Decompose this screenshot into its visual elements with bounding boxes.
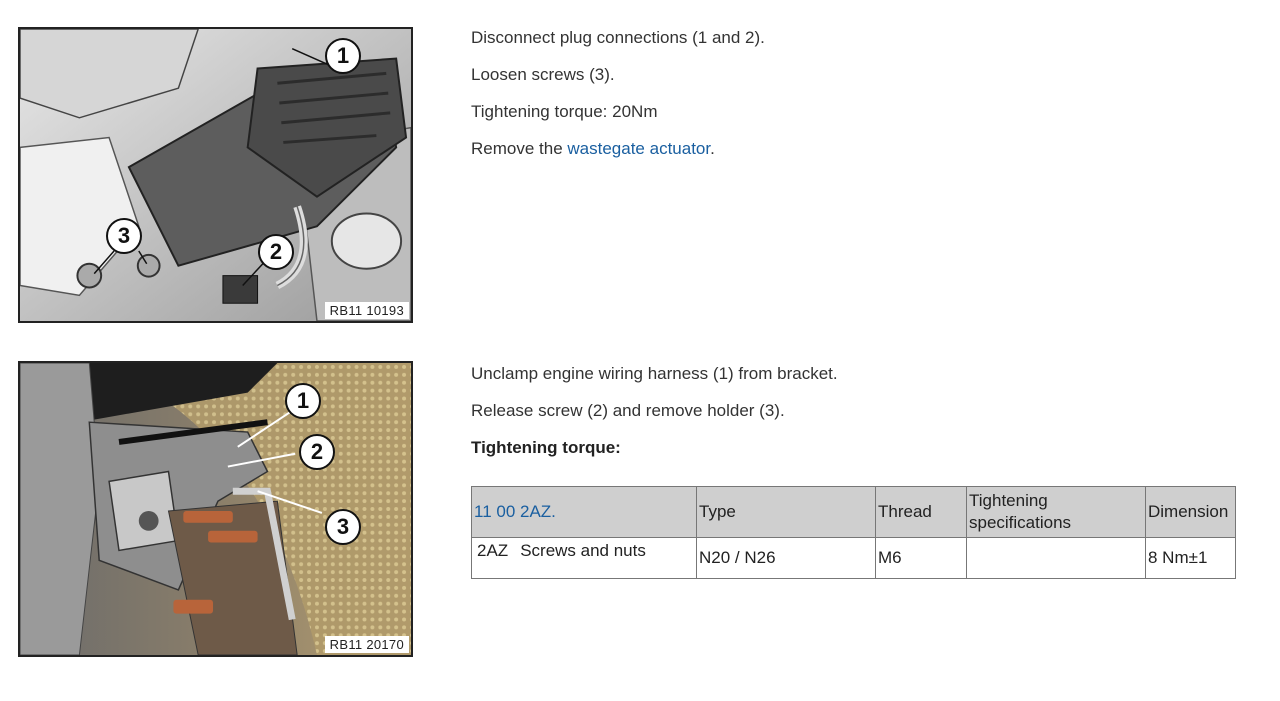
cell-desc: Screws and nuts	[520, 541, 646, 560]
cell-type: N20 / N26	[697, 538, 876, 579]
callout-3: 3	[106, 218, 142, 254]
instruction-suffix: .	[710, 139, 715, 158]
table-header-row	[472, 487, 1236, 538]
instruction-line	[471, 138, 1251, 160]
cell-code: 2AZ	[477, 541, 509, 560]
callout-1: 1	[325, 38, 361, 74]
header-dimension: Dimension	[1146, 487, 1236, 538]
cell-code-desc	[472, 538, 697, 579]
engine-photo-2	[20, 363, 411, 655]
cell-dimension: 8 Nm±1	[1146, 538, 1236, 579]
figure-wiring-harness	[18, 361, 413, 657]
step-2-instructions	[471, 363, 1251, 474]
table-row	[472, 538, 1236, 579]
header-thread: Thread	[876, 487, 967, 538]
step-1-instructions	[471, 27, 1251, 175]
cell-spec	[967, 538, 1146, 579]
callout-2: 2	[299, 434, 335, 470]
instruction-line-bold: Tightening torque:	[471, 438, 621, 457]
callout-1: 1	[285, 383, 321, 419]
engine-photo-1	[20, 29, 411, 321]
cell-thread: M6	[876, 538, 967, 579]
callout-3: 3	[325, 509, 361, 545]
figure-label: RB11 20170	[325, 636, 409, 653]
figure-label: RB11 10193	[325, 302, 409, 319]
header-tightening: Tightening specifications	[967, 487, 1146, 538]
instruction-line: Tightening torque: 20Nm	[471, 102, 658, 121]
instruction-line: Unclamp engine wiring harness (1) from bracket.	[471, 364, 838, 383]
instruction-line: Loosen screws (3).	[471, 65, 615, 84]
figure-wastegate-actuator	[18, 27, 413, 323]
wastegate-actuator-link[interactable]: wastegate actuator	[567, 139, 711, 158]
instruction-prefix: Remove the	[471, 139, 568, 158]
header-type: Type	[697, 487, 876, 538]
instruction-line: Release screw (2) and remove holder (3).	[471, 401, 785, 420]
spec-code-link[interactable]: 11 00 2AZ.	[474, 502, 556, 521]
header-code[interactable]	[472, 487, 697, 538]
instruction-line: Disconnect plug connections (1 and 2).	[471, 28, 765, 47]
callout-2: 2	[258, 234, 294, 270]
torque-table	[471, 486, 1236, 579]
